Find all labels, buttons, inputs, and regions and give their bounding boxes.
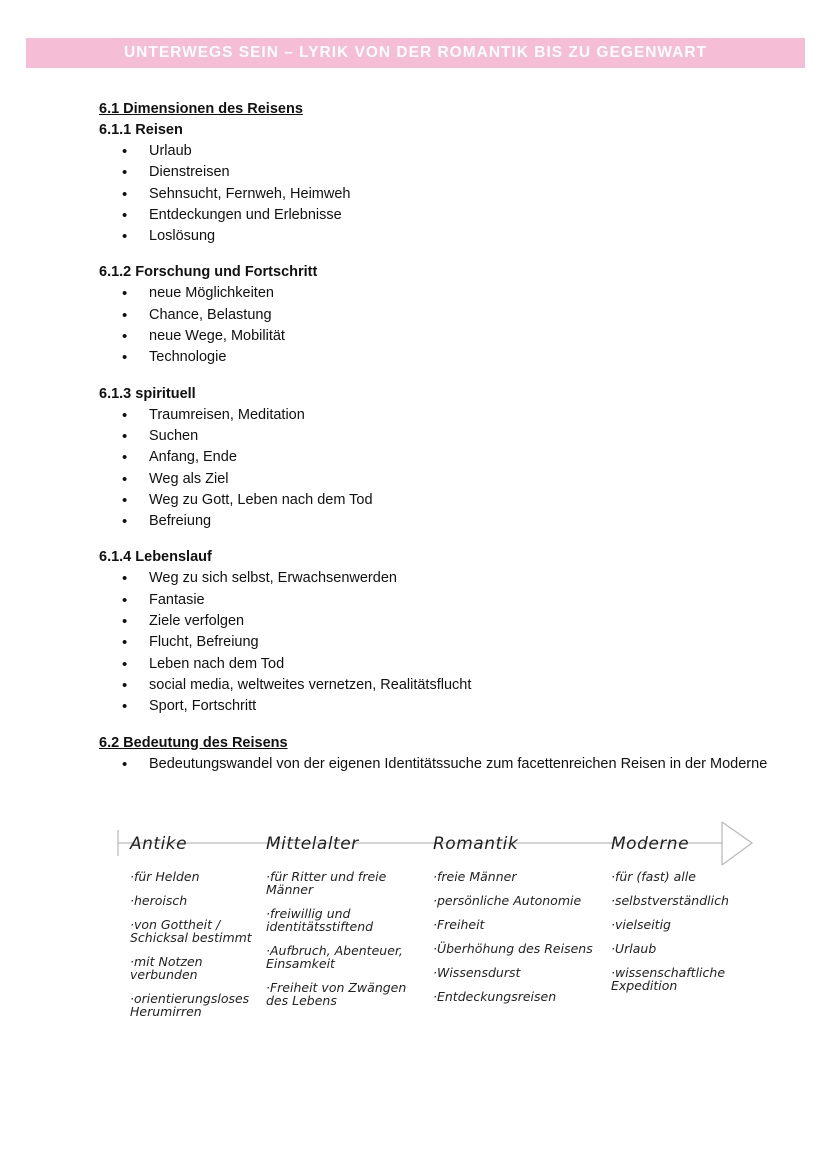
list-item: • Ziele verfolgen	[149, 611, 779, 632]
list-item: • neue Möglichkeiten	[149, 283, 779, 304]
list-item: • Traumreisen, Meditation	[149, 405, 779, 426]
column-item: ·freiwillig und identitätsstiftend	[266, 906, 374, 934]
list-item: • Leben nach dem Tod	[149, 654, 779, 675]
banner-title: UNTERWEGS SEIN – LYRIK VON DER ROMANTIK BIS ZU GEGENWART	[123, 44, 708, 61]
list-item: • Suchen	[149, 426, 779, 447]
list-item: • Flucht, Befreiung	[149, 632, 779, 653]
timeline-column-mittelalter	[266, 834, 416, 1018]
list-item: • Fantasie	[149, 590, 779, 611]
column-item: ·freie Männer	[433, 869, 517, 884]
column-heading: Mittelalter	[266, 834, 359, 854]
list-item: • Chance, Belastung	[149, 305, 779, 326]
section-6-1-3-heading: 6.1.3 spirituell	[99, 385, 196, 402]
column-item: ·orientierungsloses Herumirren	[130, 991, 250, 1019]
column-item: ·heroisch	[130, 893, 188, 908]
spirituell-list	[99, 405, 779, 533]
column-item: ·Urlaub	[611, 941, 657, 956]
timeline-column-moderne	[611, 834, 751, 1003]
column-item: ·Überhöhung des Reisens	[433, 941, 593, 956]
column-item: ·für Helden	[130, 869, 200, 884]
document-body	[99, 99, 779, 787]
bedeutung-list	[99, 754, 779, 775]
list-item: • Weg zu Gott, Leben nach dem Tod	[149, 490, 779, 511]
column-item: ·mit Notzen verbunden	[130, 954, 203, 982]
list-item: • neue Wege, Mobilität	[149, 326, 779, 347]
list-item: • Urlaub	[149, 141, 779, 162]
section-6-1-2-heading: 6.1.2 Forschung und Fortschritt	[99, 264, 318, 281]
column-item: ·Aufbruch, Abenteuer, Einsamkeit	[266, 943, 403, 971]
section-6-1-heading: 6.1 Dimensionen des Reisens	[99, 101, 303, 117]
list-item: • Befreiung	[149, 511, 779, 532]
column-heading: Antike	[130, 834, 188, 854]
column-item: ·für (fast) alle	[611, 869, 696, 884]
column-item: ·Freiheit	[433, 917, 485, 932]
section-6-1-1-heading: 6.1.1 Reisen	[99, 122, 183, 138]
column-item: ·vielseitig	[611, 917, 671, 932]
list-item: • Sehnsucht, Fernweh, Heimweh	[149, 184, 779, 205]
column-item: ·von Gottheit / Schicksal bestimmt	[130, 917, 252, 945]
list-item: • Bedeutungswandel von der eigenen Identitätssuche zum facettenreichen Reisen in der Moderne	[149, 754, 779, 775]
section-6-2-heading: 6.2 Bedeutung des Reisens	[99, 734, 288, 751]
list-item: • Weg zu sich selbst, Erwachsenwerden	[149, 568, 779, 589]
column-heading: Romantik	[433, 834, 519, 854]
reisen-list	[99, 141, 779, 247]
list-item: • Anfang, Ende	[149, 447, 779, 468]
column-item: ·für Ritter und freie Männer	[266, 869, 387, 897]
list-item: • Technologie	[149, 347, 779, 368]
column-item: ·persönliche Autonomie	[433, 893, 582, 908]
column-item: ·Entdeckungsreisen	[433, 989, 557, 1004]
column-item: ·wissenschaftliche Expedition	[611, 965, 726, 993]
list-item: • Dienstreisen	[149, 162, 779, 183]
column-item: ·Wissensdurst	[433, 965, 521, 980]
list-item: • social media, weltweites vernetzen, Realitätsflucht	[149, 675, 779, 696]
column-item: ·Freiheit von Zwängen des Lebens	[266, 980, 407, 1008]
list-item: • Sport, Fortschritt	[149, 696, 779, 717]
timeline-column-antike	[130, 834, 255, 1029]
title-banner	[26, 38, 805, 68]
section-6-1-4-heading: 6.1.4 Lebenslauf	[99, 549, 212, 566]
column-heading: Moderne	[611, 834, 690, 854]
column-item: ·selbstverständlich	[611, 893, 729, 908]
list-item: • Loslösung	[149, 226, 779, 247]
list-item: • Weg als Ziel	[149, 469, 779, 490]
timeline-column-romantik	[433, 834, 598, 1014]
lebenslauf-list	[99, 568, 779, 717]
forschung-list	[99, 283, 779, 368]
list-item: • Entdeckungen und Erlebnisse	[149, 205, 779, 226]
